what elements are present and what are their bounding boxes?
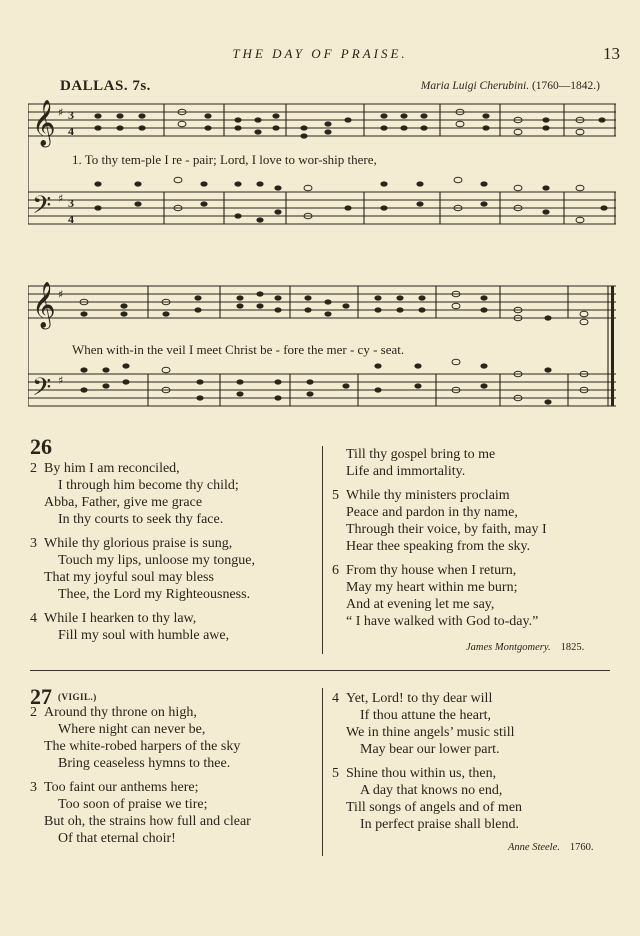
bass-staff-2 bbox=[28, 374, 616, 406]
hymn-27-right-column bbox=[332, 690, 523, 833]
svg-text:3: 3 bbox=[68, 196, 74, 210]
svg-text:3: 3 bbox=[68, 108, 74, 122]
stanza-number: 5 bbox=[332, 488, 339, 503]
stanza bbox=[30, 779, 251, 847]
stanza-line: While thy glorious praise is sung, bbox=[44, 536, 233, 551]
author-year: 1825. bbox=[560, 642, 585, 653]
stanza-number: 2 bbox=[30, 705, 37, 720]
hymn-27-number: 27 bbox=[30, 684, 52, 709]
svg-text:𝄞: 𝄞 bbox=[32, 282, 56, 328]
hymn-27-label: (VIGIL.) bbox=[58, 692, 97, 702]
stanza-line: I through him become thy child; bbox=[58, 478, 239, 493]
stanza-line: From thy house when I return, bbox=[346, 563, 517, 578]
music-system-1 bbox=[28, 94, 616, 244]
tune-name: DALLAS. 7s. bbox=[60, 78, 151, 94]
stanza-line: But oh, the strains how full and clear bbox=[44, 814, 251, 829]
svg-text:♯: ♯ bbox=[58, 192, 64, 205]
stanza bbox=[332, 690, 522, 758]
stanza-line: Till songs of angels and of men bbox=[346, 800, 523, 815]
stanza bbox=[30, 610, 255, 644]
stanza-line: May bear our lower part. bbox=[360, 742, 500, 757]
hymn-26-number: 26 bbox=[30, 434, 52, 459]
stanza-line: Around thy throne on high, bbox=[44, 705, 197, 720]
section-divider bbox=[30, 670, 610, 671]
svg-text:♯: ♯ bbox=[58, 374, 64, 387]
lyric-line-2: When with-in the veil I meet Christ be - fore the mer - cy - seat. bbox=[72, 342, 405, 357]
stanza-line: Through their voice, by faith, may I bbox=[346, 522, 547, 537]
bass-staff-1 bbox=[28, 192, 616, 224]
stanza-line: Of that eternal choir! bbox=[58, 831, 176, 846]
stanza bbox=[332, 487, 547, 555]
stanza-line: Thee, the Lord my Righteousness. bbox=[58, 587, 251, 602]
hymn-27-attribution bbox=[508, 842, 594, 853]
stanza bbox=[30, 535, 255, 603]
stanza-line: Yet, Lord! to thy dear will bbox=[346, 691, 493, 706]
stanza-line: Too soon of praise we tire; bbox=[58, 797, 208, 812]
svg-text:♯: ♯ bbox=[58, 288, 64, 301]
stanza-line: While thy ministers proclaim bbox=[346, 488, 510, 503]
stanza-number: 4 bbox=[30, 611, 37, 626]
page-number: 13 bbox=[603, 44, 620, 63]
hymn-27-left-column bbox=[30, 704, 251, 847]
treble-staff-1 bbox=[28, 104, 616, 136]
running-header: THE DAY OF PRAISE. bbox=[232, 46, 408, 61]
composer-credit bbox=[421, 80, 600, 92]
stanza-number: 3 bbox=[30, 536, 37, 551]
stanza-line: May my heart within me burn; bbox=[346, 580, 518, 595]
svg-text:𝄢: 𝄢 bbox=[32, 373, 52, 408]
stanza-line: In perfect praise shall blend. bbox=[360, 817, 519, 832]
stanza-number: 2 bbox=[30, 461, 37, 476]
stanza-line: While I hearken to thy law, bbox=[44, 611, 197, 626]
stanza-line: Too faint our anthems here; bbox=[44, 780, 199, 795]
hymn-26-attribution bbox=[466, 642, 584, 653]
stanza-number: 3 bbox=[30, 780, 37, 795]
stanza-line: A day that knows no end, bbox=[360, 783, 503, 798]
stanza-line: Fill my soul with humble awe, bbox=[58, 628, 230, 643]
stanza-line: By him I am reconciled, bbox=[44, 461, 180, 476]
stanza bbox=[332, 562, 547, 630]
stanza-line: And at evening let me say, bbox=[346, 597, 495, 612]
stanza bbox=[30, 460, 255, 528]
svg-text:4: 4 bbox=[68, 124, 74, 138]
stanza-number: 6 bbox=[332, 563, 339, 578]
column-divider-27 bbox=[322, 688, 323, 856]
composer-name: Maria Luigi Cherubini. bbox=[420, 80, 530, 92]
lyric-line-1: 1. To thy tem-ple I re - pair; Lord, I love to wor-ship there, bbox=[72, 152, 377, 167]
author-name: Anne Steele. bbox=[508, 842, 560, 853]
stanza-line: Shine thou within us, then, bbox=[346, 766, 497, 781]
treble-staff-2 bbox=[28, 286, 616, 318]
stanza-line: Till thy gospel bring to me bbox=[346, 447, 496, 462]
svg-text:𝄢: 𝄢 bbox=[32, 191, 52, 226]
stanza-line: The white-robed harpers of the sky bbox=[44, 739, 241, 754]
stanza-line: Peace and pardon in thy name, bbox=[346, 505, 518, 520]
hymn-26-right-column bbox=[332, 446, 547, 630]
stanza-line: Hear thee speaking from the sky. bbox=[346, 539, 531, 554]
stanza-line: If thou attune the heart, bbox=[360, 708, 492, 723]
stanza-line: In thy courts to seek thy face. bbox=[58, 512, 224, 527]
svg-text:𝄞: 𝄞 bbox=[32, 100, 56, 146]
stanza bbox=[30, 704, 251, 772]
stanza-line: Life and immortality. bbox=[346, 464, 466, 479]
author-year: 1760. bbox=[569, 842, 594, 853]
stanza-line: Touch my lips, unloose my tongue, bbox=[58, 553, 255, 568]
svg-text:♯: ♯ bbox=[58, 106, 64, 119]
stanza-line: That my joyful soul may bless bbox=[44, 570, 214, 585]
stanza-number: 4 bbox=[332, 691, 339, 706]
hymn-26-left-column bbox=[30, 460, 255, 644]
stanza-line: Where night can never be, bbox=[58, 722, 206, 737]
stanza-continuation bbox=[346, 446, 547, 480]
stanza-line: We in thine angels’ music still bbox=[346, 725, 515, 740]
svg-text:4: 4 bbox=[68, 212, 74, 226]
stanza-line: Bring ceaseless hymns to thee. bbox=[58, 756, 231, 771]
author-name: James Montgomery. bbox=[466, 642, 551, 653]
column-divider-26 bbox=[322, 446, 323, 654]
composer-dates: (1760—1842.) bbox=[531, 80, 600, 92]
stanza-line: “ I have walked with God to-day.” bbox=[346, 614, 539, 629]
stanza-number: 5 bbox=[332, 766, 339, 781]
stanza bbox=[332, 765, 523, 833]
stanza-line: Abba, Father, give me grace bbox=[44, 495, 203, 510]
